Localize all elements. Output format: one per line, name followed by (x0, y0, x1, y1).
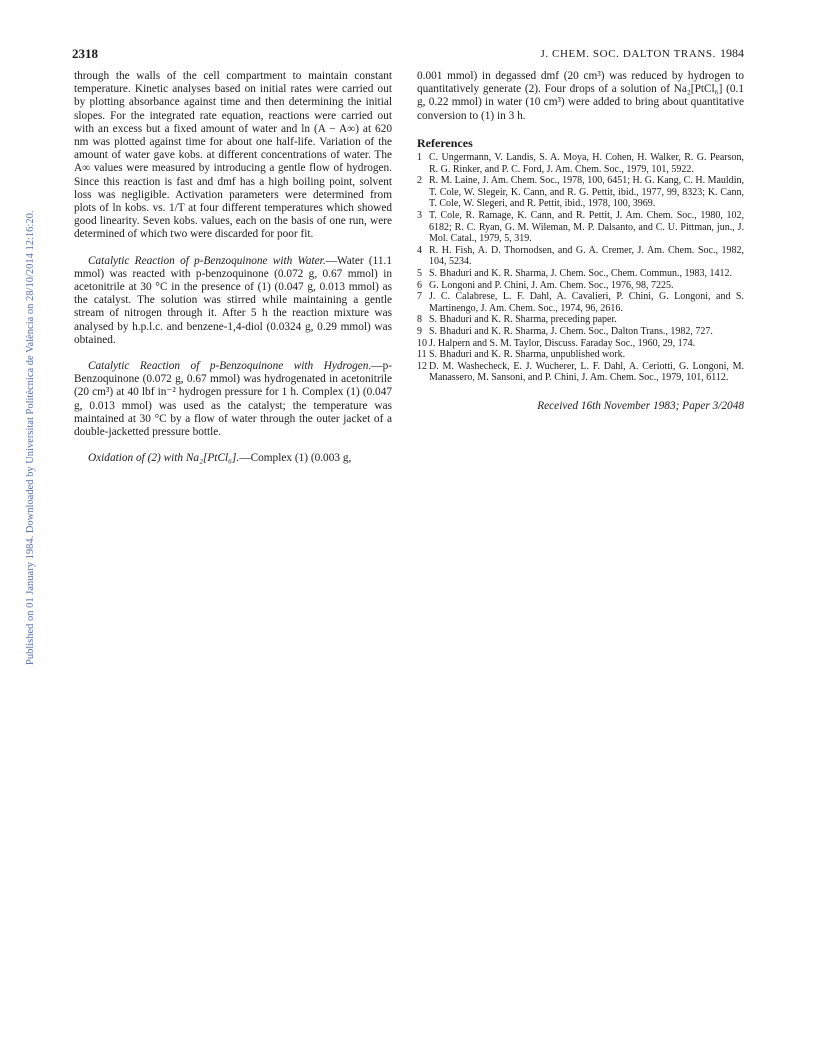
reference-item (417, 280, 744, 292)
reference-text: D. M. Washecheck, E. J. Wucherer, L. F. Dahl, A. Ceriotti, G. Longoni, M. Manassero, M. Sansoni, and P. Chini, J. Am. Chem. Soc., 1979, 101, 6112. (429, 360, 744, 384)
reference-number: 2 (417, 175, 422, 187)
left-column (74, 70, 392, 465)
reference-text: S. Bhaduri and K. R. Sharma, J. Chem. Soc., Chem. Commun., 1983, 1412. (429, 267, 733, 279)
water-reaction-paragraph (74, 255, 392, 347)
page-number: 2318 (72, 46, 98, 61)
reference-text: R. M. Laine, J. Am. Chem. Soc., 1978, 100, 6451; H. G. Kang, C. H. Mauldin, T. Cole, W. Slegeir, K. Cann, and R. G. Pettit, ibid., 1977, 99, 8323; K. Cann, T. Cole, W. Slegeri, and R. Pettit, ibid., 1978, 100, 3969. (429, 175, 744, 210)
received-date: Received 16th November 1983; Paper 3/2048 (537, 399, 744, 412)
reference-number: 12 (417, 360, 427, 372)
reference-text: T. Cole, R. Ramage, K. Cann, and R. Pettit, J. Am. Chem. Soc., 1980, 102, 6182; R. C. Ryan, G. M. Wileman, M. P. Dalsanto, and C. U. Pittman, jun., J. Mol. Catal., 1979, 5, 319. (429, 209, 744, 245)
download-watermark (12, 185, 36, 665)
reference-number: 7 (417, 291, 422, 303)
watermark-text[interactable]: Published on 01 January 1984. Downloaded by Universitat Politècnica de València on 28/10/2014 12:16:20. (25, 210, 36, 665)
reference-text: S. Bhaduri and K. R. Sharma, J. Chem. Soc., Dalton Trans., 1982, 727. (429, 325, 713, 337)
oxidation-paragraph (74, 452, 392, 465)
reference-text: C. Ungermann, V. Landis, S. A. Moya, H. Cohen, H. Walker, R. G. Pearson, R. G. Rinker, and P. C. Ford, J. Am. Chem. Soc., 1979, 101, 5922. (429, 152, 744, 175)
journal-running-title (540, 46, 744, 61)
reference-item (417, 291, 744, 314)
reference-text: J. Halpern and S. M. Taylor, Discuss. Faraday Soc., 1960, 29, 174. (429, 337, 696, 349)
reference-number: 10 (417, 337, 427, 349)
hydrogen-reaction-heading: Catalytic Reaction of p-Benzoquinone with Hydrogen. (88, 360, 372, 373)
reference-item (417, 268, 744, 280)
water-reaction-heading: Catalytic Reaction of p-Benzoquinone with Water. (88, 254, 326, 267)
reference-number: 11 (417, 349, 427, 361)
hydrogen-reaction-paragraph (74, 360, 392, 439)
reference-number: 8 (417, 314, 422, 326)
reference-item (417, 338, 744, 350)
reference-text: G. Longoni and P. Chini, J. Am. Chem. Soc., 1976, 98, 7225. (429, 279, 674, 291)
journal-name: J. CHEM. SOC. DALTON TRANS. (540, 48, 716, 60)
reference-item (417, 361, 744, 384)
reference-text: S. Bhaduri and K. R. Sharma, preceding paper. (429, 314, 617, 326)
reference-number: 9 (417, 325, 422, 337)
reference-number: 1 (417, 152, 422, 164)
right-column (417, 70, 744, 413)
reference-number: 4 (417, 244, 422, 256)
reference-item (417, 210, 744, 245)
water-reaction-body: —Water (11.1 mmol) was reacted with p-benzoquinone (0.072 g, 0.67 mmol) in acetonitrile at 30 °C in the presence of (1) (0.047 g, 0.013 mmol) as the catalyst. The solution was stirred while maintaining a gentle stream of nitrogen through it. After 5 h the reaction mixture was analysed by h.p.l.c. and benzene-1,4-diol (0.0324 g, 0.29 mmol) was obtained. (74, 254, 392, 346)
oxidation-body: —Complex (1) (0.003 g, (239, 452, 352, 465)
kinetics-paragraph: through the walls of the cell compartment to maintain constant temperature. Kinetic analyses based on initial rates were carried out by plotting absorbance against time and then determining the initial slopes. For the integrated rate equation, reactions were carried out with an excess but a fixed amount of water and ln (A − A∞) at 620 nm was plotted against time for about one half-life. Variation of the amount of water gave kobs. at different concentrations of water. The A∞ values were measured by introducing a gentle flow of hydrogen. Since this reaction is fast and dmf has a high boiling point, solvent loss was negligible. Activation parameters were determined from plots of ln kobs. vs. 1/T at four different temperatures which showed good linearity. Seven kobs. values, each on the basis of one run, were determined of which two were discarded for poor fit. (74, 70, 392, 241)
reference-item (417, 349, 744, 361)
page-header (72, 46, 744, 62)
reference-text: S. Bhaduri and K. R. Sharma, unpublished work. (429, 349, 626, 361)
references-list (417, 152, 744, 384)
journal-year: 1984 (720, 46, 744, 60)
reference-item (417, 314, 744, 326)
references-heading: References (417, 135, 473, 150)
reference-item (417, 152, 744, 175)
oxidation-continued-paragraph: 0.001 mmol) in degassed dmf (20 cm³) was reduced by hydrogen to quantitatively generate (2). Four drops of a solution of Na₂[PtCl₆] (0.1 g, 0.22 mmol) in water (10 cm³) were added to bring about quantitative conversion to (1) in 3 h. (417, 70, 744, 122)
reference-item (417, 326, 744, 338)
reference-number: 6 (417, 279, 422, 291)
oxidation-heading: Oxidation of (2) with Na₂[PtCl₆]. (88, 452, 240, 465)
reference-text: J. C. Calabrese, L. F. Dahl, A. Cavalieri, P. Chini, G. Longoni, and S. Martinengo, J. Am. Chem. Soc., 1974, 96, 2616. (429, 291, 744, 314)
hydrogen-reaction-body: —p-Benzoquinone (0.072 g, 0.67 mmol) was hydrogenated in acetonitrile (20 cm³) at 40 lbf in⁻² hydrogen pressure for 1 h. Complex (1) (0.047 g, 0.013 mmol) was used as the catalyst; the temperature was maintained at 30 °C by a flow of water through the outer jacket of a double-jacketted pressure bottle. (74, 360, 392, 439)
reference-number: 3 (417, 209, 422, 221)
reference-text: R. H. Fish, A. D. Thornodsen, and G. A. Cremer, J. Am. Chem. Soc., 1982, 104, 5234. (429, 244, 744, 268)
reference-number: 5 (417, 267, 422, 279)
reference-item (417, 245, 744, 268)
reference-item (417, 175, 744, 210)
